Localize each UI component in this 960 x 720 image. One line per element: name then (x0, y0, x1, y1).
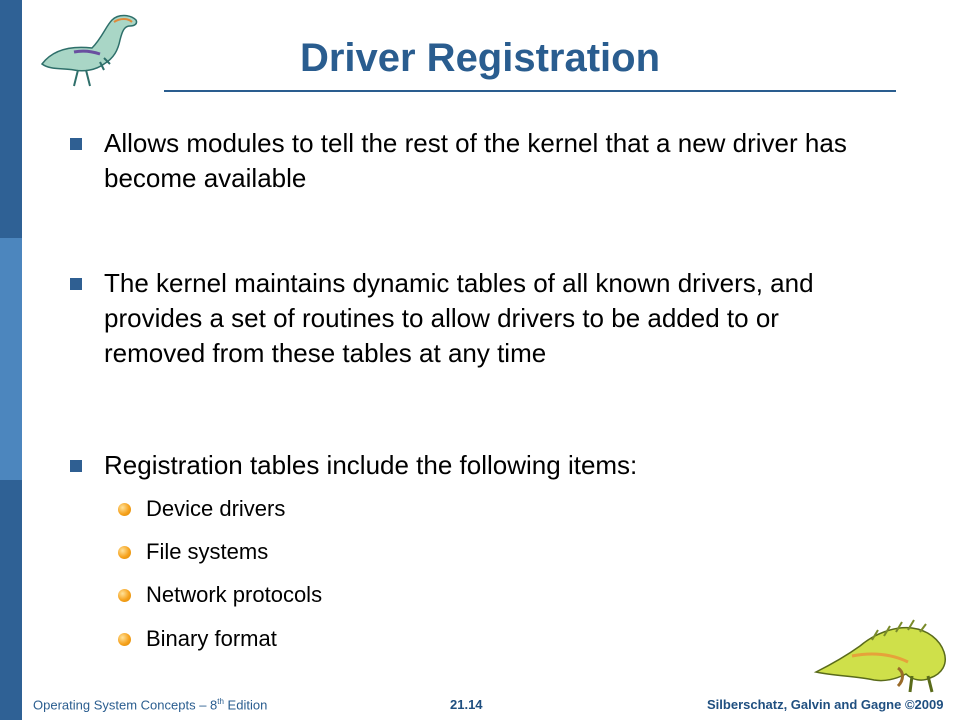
title-underline (164, 90, 896, 92)
bullet-text: The kernel maintains dynamic tables of all known drivers, and provides a set of routines to allow drivers to be added to or removed from these tables at any time (104, 268, 814, 368)
sub-list-item (118, 625, 277, 653)
slide-title: Driver Registration (299, 36, 661, 80)
round-bullet-icon (118, 546, 131, 559)
bullet-text: Allows modules to tell the rest of the kernel that a new driver has become available (104, 128, 847, 193)
round-bullet-icon (118, 503, 131, 516)
sub-list-item (118, 581, 322, 609)
footer-book-title (33, 697, 267, 712)
square-bullet-icon (70, 460, 82, 472)
bullet-item (70, 266, 880, 371)
footer-copyright: Silberschatz, Galvin and Gagne ©2009 (707, 697, 944, 712)
dinosaur-logo-bottom-icon (812, 612, 952, 694)
footer-book-text: Operating System Concepts – 8 (33, 697, 218, 713)
round-bullet-icon (118, 589, 131, 602)
sub-item-text: Binary format (146, 626, 277, 651)
footer-page-number: 21.14 (450, 697, 483, 712)
footer-edition-suffix: th (217, 697, 224, 706)
sub-list-item (118, 538, 268, 566)
square-bullet-icon (70, 138, 82, 150)
footer-edition-word: Edition (223, 697, 268, 713)
bullet-item (70, 448, 880, 483)
sub-item-text: Device drivers (146, 496, 286, 521)
sub-item-text: Network protocols (146, 582, 323, 607)
square-bullet-icon (70, 278, 82, 290)
sub-item-text: File systems (146, 539, 269, 564)
round-bullet-icon (118, 633, 131, 646)
bullet-text: Registration tables include the following items: (104, 450, 638, 480)
left-bar-bottom (0, 480, 22, 720)
bullet-item (70, 126, 880, 196)
left-bar-middle (0, 238, 22, 480)
sub-list-item (118, 495, 285, 523)
